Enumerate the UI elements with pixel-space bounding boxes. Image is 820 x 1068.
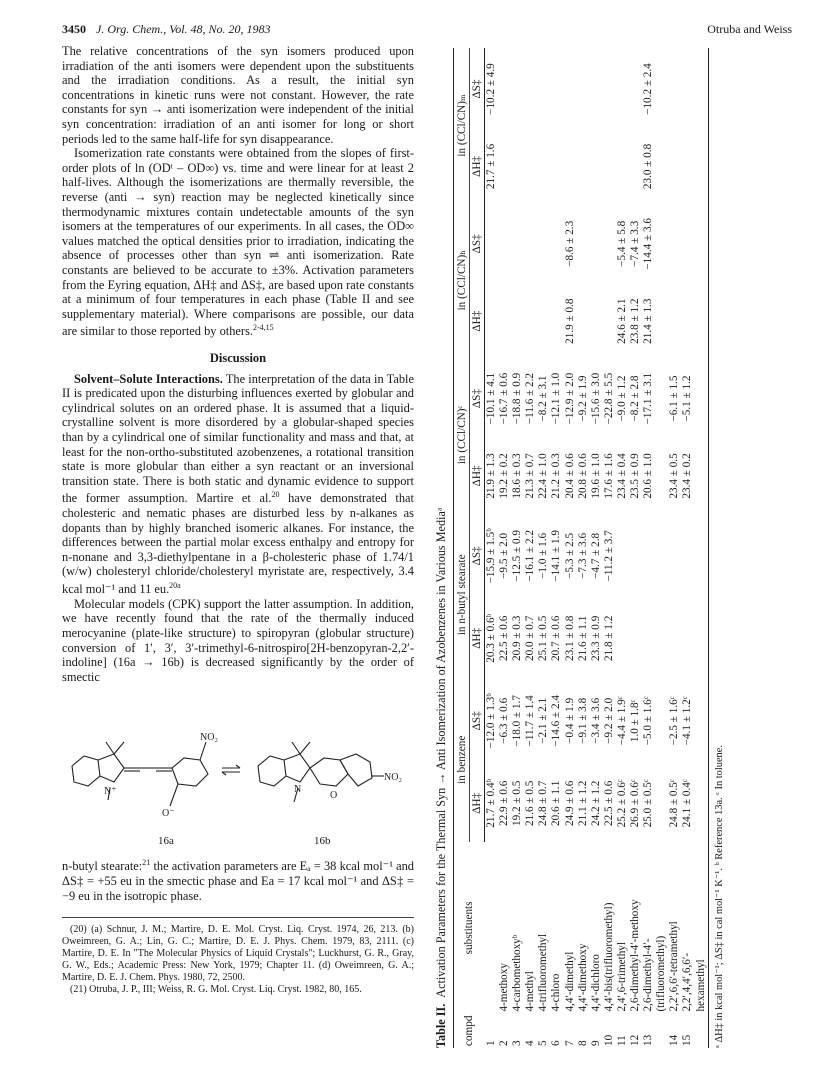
dh-cell [681,285,694,358]
atom-label-o-minus: O⁻ [162,808,175,820]
dh-cell [603,285,616,358]
col-dh: ΔH‡ [470,599,485,677]
dh-cell [550,285,563,358]
compd-cell [695,1014,709,1048]
table-row [681,48,694,1048]
ds-cell: −22.8 ± 5.5 [602,372,615,425]
table-row [498,48,511,1048]
dh-cell [695,440,709,513]
table-row [629,48,642,1048]
dh-cell: 20.6 ± 1.1 [550,780,563,826]
figure-label-16b: 16b [314,835,331,848]
ds-cell: −8.6 ± 2.3 [563,220,576,267]
substituent-cell: 2,2′,4,4′,6,6′- [681,952,694,1012]
col-group-cclcn-m: in (CCl/CN)ₘ [454,48,470,203]
ds-cell [498,48,511,130]
ds-cell [577,48,590,130]
indoline-ring-a [98,754,124,782]
dh-cell [655,130,668,203]
methyl-a1 [106,742,114,754]
dh-cell [695,764,709,842]
ds-cell: −10.2 ± 2.4 [642,63,655,115]
dh-cell [695,130,709,203]
dh-cell [668,130,681,203]
ds-cell [629,512,642,599]
table-row [577,48,590,1048]
journal-citation: J. Org. Chem., Vol. 48, No. 20, 1983 [96,22,271,36]
dh-cell: 24.9 ± 0.6 [563,780,576,826]
dh-cell: 23.4 ± 0.2 [681,453,694,499]
substituent-cell [485,842,499,1013]
page-number: 3450 [62,22,86,36]
dh-cell: 22.4 ± 1.0 [537,453,550,499]
ds-cell: −14.4 ± 3.6 [642,218,655,270]
dh-cell: 22.5 ± 0.6 [602,780,615,826]
ds-cell [577,203,590,285]
ds-cell: −9.1 ± 3.8 [576,697,589,744]
table-row [485,48,499,1048]
dh-cell [485,285,499,358]
header-left [62,22,271,37]
left-column [62,44,414,996]
paragraph-1: The relative concentrations of the syn isomers produced upon irradiation of the anti isomers were dependent upon the substituents and the irradiation conditions. As a result, the initial syn concentrations in kinetic runs were not constant. However, the rate constants for syn → anti isomerization were independent of the initial syn concentration: irradiation of an anti isomer for long or short periods led to the same half-life for syn disappearance. [62,44,414,146]
paragraph-3-ref: 20 [271,490,280,500]
ds-cell [524,203,537,285]
oxide-bond [170,784,178,806]
compd-cell: 10 [602,1034,615,1046]
dh-cell: 20.6 ± 1.0 [642,453,655,499]
footnotes [62,917,414,996]
col-substituents: substituents [454,842,485,1013]
col-ds: ΔS‡ [470,677,485,764]
ds-cell: −12.0 ± 1.3ᵇ [485,693,497,749]
dh-cell [616,599,629,677]
nitro-bond-a [200,742,206,760]
col-ds: ΔS‡ [470,203,485,285]
substituent-cell: 4,4′-dichloro [589,954,602,1012]
ds-cell [590,203,603,285]
footnote-20: (20) (a) Schnur, J. M.; Martire, D. E. Mol. Cryst. Liq. Cryst. 1974, 26, 213. (b) Oweimreen, G. A.; Lin, G. C.; Martire, D. E. J. Phys. Chem. 1979, 83, 2111. (c) Martire, D. E. In "The Molecular Physics of Liquid Crystals"; Luckhurst, G. R., Gray, G. W., Eds.; Academic Press: New York, 1979; Chapter 11. (d) Oweimreen, G. A.; Martire, D. E. J. Chem. Phys. 1980, 72, 2500. [62,924,414,984]
ds-cell [695,677,709,764]
dh-cell [642,599,655,677]
table-label: Table II. [434,1003,448,1048]
ds-cell [550,203,563,285]
dh-cell: 22.5 ± 0.6 [498,615,511,661]
section-title: Discussion [209,351,267,365]
dh-cell [695,285,709,358]
ds-cell [642,512,655,599]
dh-cell [655,285,668,358]
ds-cell [629,48,642,130]
col-group-cclcn-h: in (CCl/CN)ₕ [454,203,470,358]
paragraph-2-ref: 2-4,15 [252,323,274,333]
ds-cell [524,48,537,130]
ds-cell [498,203,511,285]
substituent-cell: 4,4′-dimethoxy [576,943,589,1012]
ds-cell [668,48,681,130]
dh-cell: 19.6 ± 1.0 [589,453,602,499]
ds-cell: −3.4 ± 3.6 [589,697,602,744]
substituent-cell: 2,6-dimethyl-4′- [642,938,655,1012]
dh-cell: 21.7 ± 0.4ᵇ [485,778,497,828]
substituent-cell: 4-methoxy [498,963,511,1012]
dh-cell [511,130,524,203]
compd-cell: 14 [668,1034,681,1046]
dh-cell: 23.1 ± 0.8 [563,615,576,661]
substituent-cell: 4,4′-dimethyl [563,951,576,1012]
dh-cell: 24.8 ± 0.5ᶜ [668,779,681,828]
table-caption-text: Activation Parameters for the Thermal Syn → Anti Isomerization of Azobenzenes in Various Mediaᵃ [434,507,448,998]
compd-cell: 6 [550,1040,563,1046]
ds-cell: 1.0 ± 1.8ᶜ [629,699,642,743]
ds-cell: −18.8 ± 0.9 [511,372,524,425]
compd-cell: 12 [629,1034,642,1046]
ds-cell: −15.9 ± 1.5ᵇ [485,528,497,584]
dh-cell [655,440,668,513]
benzene-ring-a [72,756,100,786]
table-caption [434,48,449,1048]
structure-drawing [62,688,414,854]
ds-cell: −4.4 ± 1.9ᶜ [615,696,628,746]
dh-cell: 23.4 ± 0.5 [668,453,681,499]
ds-cell: −9.2 ± 1.9 [576,375,589,422]
dh-cell [537,285,550,358]
ds-cell [681,48,694,130]
dh-cell: 22.9 ± 0.6 [498,780,511,826]
compd-cell: 9 [589,1040,602,1046]
dh-cell: 23.0 ± 0.8 [642,143,655,190]
ds-cell: −16.1 ± 2.2 [524,530,537,582]
dh-cell [498,130,511,203]
dh-cell: 21.3 ± 0.7 [524,453,537,499]
dh-cell: 19.2 ± 0.2 [498,453,511,499]
ds-cell [655,203,668,285]
ds-cell: −11.6 ± 2.2 [524,372,537,425]
ds-cell: −5.4 ± 5.8 [615,220,628,267]
ds-cell: −11.7 ± 1.4 [524,695,537,747]
ds-cell: −9.0 ± 1.2 [615,375,628,422]
col-dh: ΔH‡ [470,764,485,842]
dh-cell [550,130,563,203]
paragraph-3-text-b: have demonstrated that cholesteric and nematic phases are disturbed less by n-alkanes as dopants than by highly branched isomeric alkanes. For instance, the differences between the partial molar excess enthalpy and entropy for n-nonane and 3,3-diethylpentane in a β-cholesteric phase of 1.74/1 (w/w) cholesteryl chloride/cholesteryl myristate are, respectively, 3.4 kcal mol⁻¹ and 11 eu. [62,491,414,597]
run-in-heading: Solvent–Solute Interactions. [74,371,223,386]
compd-cell: 11 [615,1035,628,1046]
col-dh: ΔH‡ [470,440,485,513]
table-row [668,48,681,1048]
ds-cell: −8.2 ± 2.8 [629,375,642,422]
table-row [511,48,524,1048]
figure-label-16a: 16a [158,835,174,848]
substituent-cell: 4-trifluoromethyl [537,933,550,1012]
compd-cell: 13 [642,1034,655,1046]
dh-cell [590,130,603,203]
ds-cell: −14.1 ± 1.9 [550,530,563,582]
dh-cell: 23.4 ± 0.4 [615,453,628,499]
dh-cell [537,130,550,203]
ds-cell: −2.5 ± 1.6ᶜ [668,696,681,746]
dh-cell [564,130,577,203]
atom-label-no2-b: NO₂ [384,772,402,784]
ds-cell [485,203,499,285]
compd-cell [655,1014,668,1048]
table-ii-rotated [432,48,802,1048]
dh-cell: 25.0 ± 0.5ᶜ [642,779,655,828]
dh-cell [695,599,709,677]
ds-cell [668,512,681,599]
dh-cell: 23.5 ± 0.9 [629,453,642,499]
table-row [590,48,603,1048]
substituent-cell: 2,6-dimethyl-4′-methoxy [629,899,642,1012]
benzopyran-ring [340,754,372,786]
ds-cell: −6.1 ± 1.5 [668,375,681,422]
ds-cell [550,48,563,130]
dh-cell [668,599,681,677]
dh-cell: 21.4 ± 1.3 [642,298,655,344]
ds-cell [616,48,629,130]
header-authors: Otruba and Weiss [707,22,792,36]
dh-cell: 21.9 ± 1.3 [485,453,497,499]
dh-cell: 18.6 ± 0.3 [511,453,524,499]
dh-cell [668,285,681,358]
indoline-ring-b [284,754,310,782]
dh-cell [629,599,642,677]
structure-figure [62,688,414,854]
ds-cell [511,203,524,285]
ds-cell: −15.6 ± 3.0 [589,372,602,425]
dh-cell: 21.2 ± 0.3 [550,453,563,499]
dh-cell [524,130,537,203]
dh-cell [577,285,590,358]
benzene-ring-b [258,756,286,786]
ds-cell: −17.1 ± 3.1 [642,372,655,425]
dh-cell: 17.6 ± 1.6 [602,453,615,499]
compd-cell: 8 [576,1040,589,1046]
methyl-b1 [292,742,300,754]
dh-cell: 24.8 ± 0.7 [537,780,550,826]
dh-cell: 23.3 ± 0.9 [589,615,602,661]
ds-cell: −10.2 ± 4.9 [485,63,497,115]
ds-cell [681,512,694,599]
table-row [524,48,537,1048]
dh-cell: 20.3 ± 0.6ᵇ [485,613,497,663]
ds-cell: −11.2 ± 3.7 [602,530,615,582]
substituent-cell: 2,2′,6,6′-tetramethyl [668,921,681,1012]
dh-cell: 19.2 ± 0.5 [511,780,524,826]
ds-cell [695,203,709,285]
table-row [616,48,629,1048]
dh-cell [655,764,668,842]
table-row [564,48,577,1048]
dh-cell: 21.6 ± 1.1 [576,615,589,661]
activation-parameters-table [453,48,709,1048]
dh-cell: 20.4 ± 0.6 [563,453,576,499]
dh-cell [577,130,590,203]
ds-cell: −7.4 ± 3.3 [629,220,642,267]
methyl-b2 [300,742,310,754]
dh-cell [681,599,694,677]
col-ds: ΔS‡ [470,48,485,130]
paragraph-3-text: The interpretation of the data in Table II is predicated upon the disturbing influences exerted by globular and cylindrical solutes on an ordered phase. It is assumed that a liquid-crystalline solvent is more disordered by a globular-shaped species than by a cylindrical one of similar functionality and mass and that, at least for the non-ortho-substituted azobenzenes, a rotational transition state is more globular than either a syn reactant or an inversional transition state. There is both static and dynamic evidence to support the former assumption. Martire et al. [62,371,414,506]
col-group-cclcn-c: in (CCl/CN)ᶜ [454,358,470,513]
ds-cell [655,48,668,130]
ds-cell: −9.5 ± 2.0 [498,532,511,579]
col-group-butyl-stearate: in n-butyl stearate [454,512,470,677]
ds-cell [695,512,709,599]
table-row [537,48,550,1048]
ds-cell: −18.0 ± 1.7 [511,695,524,747]
substituent-cell: 4-methyl [524,971,537,1012]
table-row [550,48,563,1048]
col-compd: compd [454,1014,485,1048]
ds-cell [511,48,524,130]
ds-cell: −10.1 ± 4.1 [485,372,497,425]
ds-cell: −7.3 ± 3.6 [576,532,589,579]
dh-cell: 23.8 ± 1.2 [629,298,642,344]
compd-cell: 5 [537,1040,550,1046]
dh-cell: 25.2 ± 0.6ᶜ [615,779,628,828]
table-body [485,48,709,1048]
substituent-cell: 4-chloro [550,973,563,1012]
dh-cell: 21.9 ± 0.8 [563,298,576,344]
substituent-cell: (trifluoromethyl) [655,935,668,1012]
table-row [603,48,616,1048]
substituent-cell: 4-carbomethoxyᵇ [511,934,524,1012]
atom-label-o: O [330,790,338,802]
dh-cell: 20.9 ± 0.3 [511,615,524,661]
paragraph-2-text: Isomerization rate constants were obtained from the slopes of first-order plots of ln (ODᵗ – OD∞) vs. time and were linear for at least 2 half-lives. Although the isomerizations are thermally reversible, the reverse (anti → syn) reaction may be neglected kinetically since thermodynamic mixtures contain undetectable amounts of the syn isomers at the temperatures of our experiments. In all cases, the OD∞ values matched the optical densities prior to irradiation, indicating the absence of processes other than syn ⇌ anti isomerization. Rate constants are believed to be accurate to ±3%. Activation parameters from the Eyring equation, ΔH‡ and ΔS‡, are based upon rate constants at a minimum of four temperatures in each phase (Table II and see supplementary material). Where comparisons are possible, our data are similar to those reported by others. [62,146,414,339]
dh-cell: 20.8 ± 0.6 [576,453,589,499]
table-footnote: ᵃ ΔH‡ in kcal mol⁻¹; ΔS‡ in cal mol⁻¹ K⁻¹. ᵇ Reference 13a. ᶜ In toluene. [713,745,725,1048]
dh-cell: 20.0 ± 0.7 [524,615,537,661]
ds-cell: −5.1 ± 1.2 [681,375,694,422]
ds-cell: −2.1 ± 2.1 [537,697,550,744]
ds-cell: −16.7 ± 0.6 [498,372,511,425]
ds-cell [590,48,603,130]
dh-cell: 26.9 ± 0.6ᶜ [629,779,642,828]
ds-cell: −8.2 ± 3.1 [537,375,550,422]
ds-cell: −1.0 ± 1.6 [537,532,550,579]
ds-cell: −4.1 ± 1.2ᶜ [681,696,694,746]
compd-cell: 7 [563,1040,576,1046]
ds-cell: −12.9 ± 2.0 [563,372,576,425]
paragraph-5-text-b: the activation parameters are Eₐ = 38 kcal mol⁻¹ and ΔS‡ = +55 eu in the smectic phase and Ea = 17 kcal mol⁻¹ and ΔS‡ = −9 eu in the isotropic phase. [62,859,414,903]
ds-cell: −9.2 ± 2.0 [602,697,615,744]
compd-cell: 4 [524,1040,537,1046]
phenolate-ring [172,758,208,786]
dh-cell: 21.6 ± 0.5 [524,780,537,826]
footnote-21: (21) Otruba, J. P., III; Weiss, R. G. Mol. Cryst. Liq. Cryst. 1982, 80, 165. [70,984,362,996]
paragraph-5 [62,856,414,903]
dh-cell [629,130,642,203]
compd-cell: 3 [511,1040,524,1046]
dh-cell [511,285,524,358]
paragraph-3 [62,372,414,597]
table-row [642,48,655,1048]
ds-cell: −4.7 ± 2.8 [589,532,602,579]
ds-cell [537,48,550,130]
ds-cell [655,677,668,764]
ds-cell [603,48,616,130]
ds-cell: −12.5 ± 0.9 [511,530,524,582]
dh-cell: 21.1 ± 1.2 [576,780,589,826]
pyran-ring [310,758,348,786]
ds-cell [616,512,629,599]
col-group-benzene: in benzene [454,677,470,842]
compd-cell: 15 [681,1034,694,1046]
dh-cell [498,285,511,358]
dh-cell [590,285,603,358]
compd-cell: 2 [498,1040,511,1046]
ds-cell: −12.1 ± 1.0 [550,372,563,425]
methyl-a2 [114,742,124,754]
substituent-cell: 2,4′,6-trimethyl [615,941,628,1012]
ds-cell [655,358,668,440]
ds-cell [695,358,709,440]
dh-cell: 25.1 ± 0.5 [537,615,550,661]
col-ds: ΔS‡ [470,358,485,440]
atom-label-n: N [294,784,302,796]
dh-cell [616,130,629,203]
dh-cell [681,130,694,203]
paragraph-4: Molecular models (CPK) support the latter assumption. In addition, we have recently found that the rate of the thermally induced merocyanine (plate-like structure) to spiropyran (globular structure) conversion of 1′, 3′, 3′-trimethyl-6-nitrospiro[2H-benzopyran-2,2′-indoline] (16a → 16b) is decreased significantly by the order of smectic [62,596,414,684]
running-header [62,22,792,40]
ds-cell [564,48,577,130]
ds-cell: −6.3 ± 0.6 [498,697,511,744]
ds-cell [655,512,668,599]
col-dh: ΔH‡ [470,285,485,358]
dh-cell [603,130,616,203]
dh-cell: 21.7 ± 1.6 [485,143,497,190]
dh-cell: 20.7 ± 0.6 [550,615,563,661]
ds-cell [681,203,694,285]
ds-cell [537,203,550,285]
col-dh: ΔH‡ [470,130,485,203]
dh-cell: 24.1 ± 0.4ᶜ [681,779,694,828]
paragraph-3b-ref: 20a [169,581,181,591]
ds-cell [603,203,616,285]
paragraph-5-ref: 21 [142,858,151,868]
col-ds: ΔS‡ [470,512,485,599]
substituent-cell: 4,4′-bis(trifluoromethyl) [602,902,615,1012]
dh-cell: 21.8 ± 1.2 [602,615,615,661]
ds-cell: −0.4 ± 1.9 [563,697,576,744]
substituent-cell: hexamethyl [695,842,709,1013]
atom-label-n-plus: N⁺ [104,786,117,798]
paragraph-5-text: n-butyl stearate: [62,859,143,874]
compd-cell: 1 [484,1040,497,1046]
ds-cell: −5.0 ± 1.6ᶜ [642,696,655,746]
dh-cell: 24.6 ± 2.1 [615,298,628,344]
ds-cell [668,203,681,285]
ds-cell: −14.6 ± 2.4 [550,695,563,747]
table-row [695,48,709,1048]
dh-cell: 24.2 ± 1.2 [589,780,602,826]
ds-cell: −5.3 ± 2.5 [563,532,576,579]
table-row [655,48,668,1048]
ds-cell [695,48,709,130]
dh-cell [524,285,537,358]
atom-label-no2-a: NO₂ [200,732,218,744]
dh-cell [655,599,668,677]
paragraph-2 [62,146,414,339]
